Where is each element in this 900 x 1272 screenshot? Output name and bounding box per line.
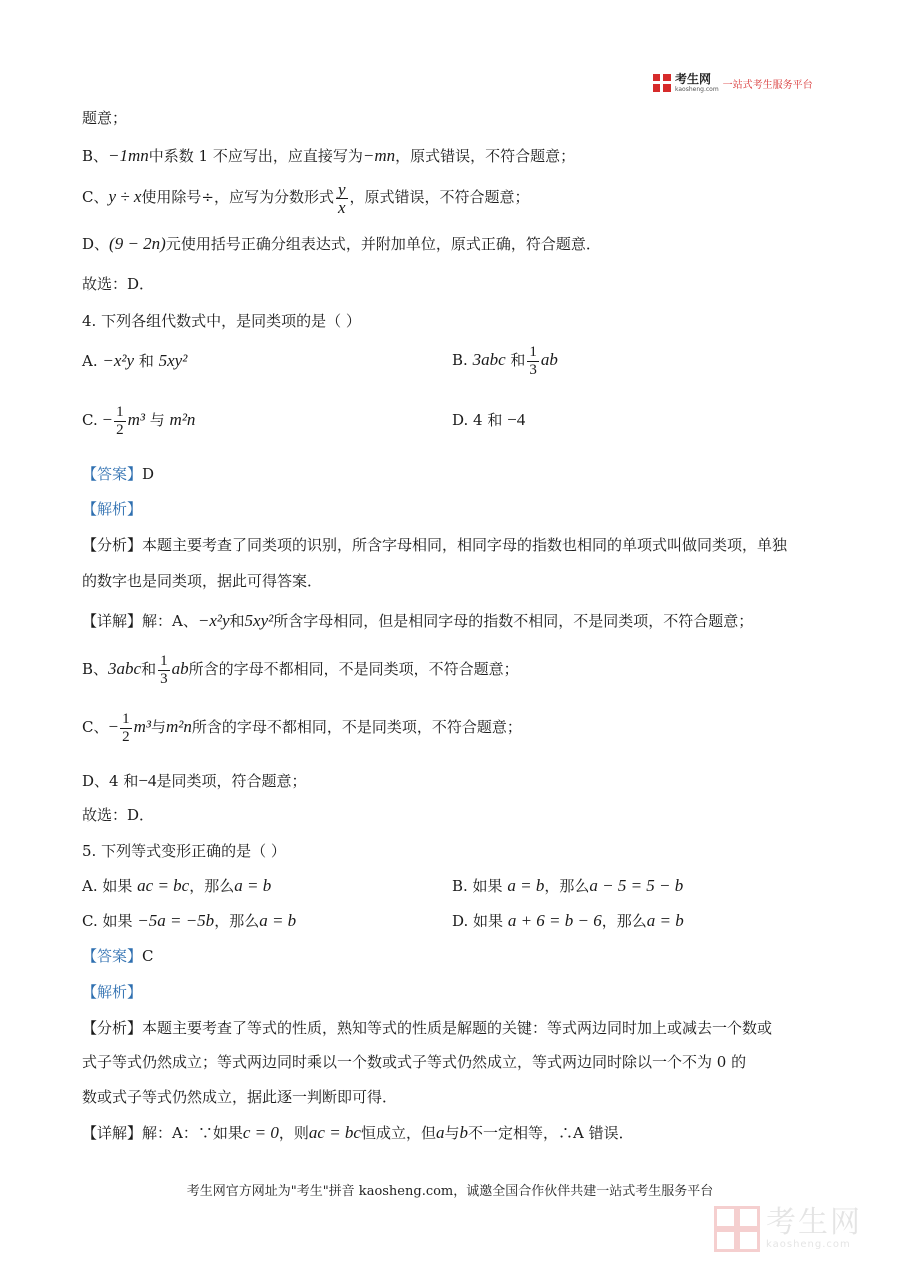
text: 数或式子等式仍然成立，据此逐一判断即可得． (82, 1088, 398, 1106)
xiangjie-tag: 【详解】 (82, 1124, 143, 1142)
analysis-tag: 【解析】 (82, 983, 143, 1001)
math-expr: ac = bc (308, 1123, 361, 1142)
text: D、4 和 (82, 772, 139, 790)
denominator: 3 (529, 361, 537, 378)
logo-brand-cn: 考生网 (675, 72, 712, 86)
fenxi-tag: 【分析】 (82, 536, 143, 554)
text: 所含字母相同，但是相同字母的指数不相同，不是同类项，不符合题意； (273, 612, 754, 630)
answer-tag: 【答案】 (82, 947, 143, 965)
text: 本题主要考查了等式的性质，熟知等式的性质是解题的关键：等式两边同时加上或减去一个数或 (142, 1019, 773, 1037)
answer-tag: 【答案】 (82, 465, 143, 483)
text: 解：A：∵如果 (142, 1124, 243, 1142)
label: A. (82, 352, 98, 370)
math-expr: 5xy² (244, 611, 274, 630)
text: 所含的字母不都相同，不是同类项，不符合题意； (188, 660, 519, 678)
label: D. (452, 411, 469, 429)
q4-xiangjie-d (82, 770, 840, 792)
math-expr: c = 0 (242, 1123, 279, 1142)
watermark-logo-icon (714, 1206, 760, 1252)
text: 本题主要考查了同类项的识别，所含字母相同，相同字母的指数也相同的单项式叫做同类项，单独 (142, 536, 788, 554)
text: 与 (150, 718, 166, 736)
label: B. 如果 (452, 877, 503, 895)
text: ，原式错误，不符合题意； (395, 147, 576, 165)
text: 和 (141, 660, 157, 678)
q4-fenxi-line2 (82, 570, 840, 592)
analysis-tag: 【解析】 (82, 500, 143, 518)
text: ，那么 (214, 912, 260, 930)
label: C、 (82, 188, 109, 206)
q3-text: 题意； (82, 109, 128, 127)
text: ，那么 (189, 877, 235, 895)
text: 解：A、 (142, 612, 198, 630)
math-var: a (435, 1123, 445, 1142)
q3-option-c-explain (82, 180, 840, 216)
math-expr: a = b (234, 876, 272, 895)
math-expr: 3abc (472, 350, 506, 369)
q5-answer (82, 945, 840, 967)
numerator: y (337, 179, 346, 199)
label: D、 (82, 235, 110, 253)
watermark-en: kaosheng.com (766, 1239, 851, 1250)
fenxi-tag: 【分析】 (82, 1019, 143, 1037)
math-expr: a = b (507, 876, 545, 895)
label: C、 (82, 718, 109, 736)
watermark (714, 1200, 884, 1258)
q3-option-d-explain (82, 233, 840, 255)
q4-choice (82, 804, 840, 826)
math-expr: 5xy² (158, 351, 188, 370)
label: D. 如果 (452, 912, 504, 930)
q5-fenxi-line2 (82, 1051, 840, 1073)
text: 和 (229, 612, 245, 630)
label: B. (452, 351, 468, 369)
question-text: 4. 下列各组代数式中，是同类项的是（ ） (82, 312, 361, 330)
fraction (527, 344, 539, 379)
text: 恒成立，但 (360, 1124, 436, 1142)
math-expr: −1mn (108, 146, 149, 165)
text: 和 (510, 351, 526, 369)
numerator: 1 (160, 652, 168, 669)
logo-slogan: 一站式考生服务平台 (722, 79, 813, 91)
watermark-text (766, 1207, 862, 1251)
answer-value: C (142, 947, 154, 965)
math-expr: a = b (259, 911, 297, 930)
text: 与 (149, 411, 165, 429)
q4-option-b (452, 342, 558, 379)
math-expr: ab (171, 659, 189, 678)
minus-sign: − (102, 410, 113, 429)
math-expr: m³ (127, 410, 145, 429)
text: 与 (444, 1124, 460, 1142)
label: B、 (82, 660, 109, 678)
q4-xiangjie-c (82, 709, 840, 746)
q5-fenxi-line1 (82, 1017, 840, 1039)
numerator: 1 (116, 403, 124, 420)
logo-text (675, 73, 719, 93)
answer-value: D (142, 465, 155, 483)
label: C. 如果 (82, 912, 133, 930)
page-footer: 考生网官方网址为"考生"拼音 kaosheng.com，诚邀全国合作伙伴共建一站式考生服务平台 (186, 1184, 714, 1199)
math-expr: ac = bc (137, 876, 190, 895)
minus-sign: − (108, 717, 119, 736)
q4-xiangjie-b (82, 651, 840, 688)
text: 和 (138, 352, 154, 370)
math-expr: m³ (133, 717, 151, 736)
q3-choice (82, 273, 840, 295)
text: 不一定相等，∴A 错误． (468, 1124, 634, 1142)
math-expr: ab (540, 350, 558, 369)
text: ，那么 (544, 877, 590, 895)
math-expr: −x²y (197, 611, 230, 630)
math-expr: m²n (165, 717, 192, 736)
q5-option-b (452, 875, 683, 897)
denominator: 2 (116, 421, 124, 438)
text: 中系数 1 不应写出，应直接写为 (148, 147, 363, 165)
fraction (336, 181, 348, 216)
xiangjie-tag: 【详解】 (82, 612, 143, 630)
denominator: x (337, 197, 346, 217)
q5-xiangjie-a (82, 1122, 840, 1144)
math-expr: m²n (169, 410, 196, 429)
q4-option-d (452, 409, 525, 431)
denominator: 2 (122, 728, 130, 745)
header-logo (653, 72, 813, 94)
q3-line-tiyi (82, 107, 840, 129)
text: 式子等式仍然成立；等式两边同时乘以一个数或式子等式仍然成立，等式两边同时除以一个不为 0 的 (82, 1053, 747, 1071)
label: A. 如果 (82, 877, 133, 895)
text: 元使用括号正确分组表达式，并附加单位，原式正确，符合题意． (165, 235, 601, 253)
math-var: b (459, 1123, 468, 1142)
text: ，原式错误，不符合题意； (349, 188, 530, 206)
math-expr: −4 (138, 771, 157, 790)
q4-stem (82, 310, 840, 332)
text: 是同类项，符合题意； (156, 772, 307, 790)
kaosheng-logo-icon (653, 74, 671, 92)
math-expr: (9 − 2n) (109, 234, 166, 253)
q4-fenxi-line1 (82, 534, 840, 556)
text: 使用除号÷，应写为分数形式 (141, 188, 334, 206)
math-expr: −x²y (102, 351, 135, 370)
denominator: 3 (160, 670, 168, 687)
numerator: 1 (122, 710, 130, 727)
text: 故选：D． (82, 806, 155, 824)
question-text: 5. 下列等式变形正确的是（ ） (82, 842, 286, 860)
watermark-cn: 考生网 (766, 1205, 862, 1240)
text: 故选：D． (82, 275, 155, 293)
math-expr: a = b (646, 911, 684, 930)
q4-answer (82, 463, 840, 485)
text: ，则 (278, 1124, 309, 1142)
fraction (114, 404, 126, 439)
q5-fenxi-line3 (82, 1086, 840, 1108)
q5-option-d (452, 910, 684, 932)
q5-stem (82, 840, 840, 862)
math-expr: y ÷ x (108, 187, 142, 206)
text: ，那么 (601, 912, 647, 930)
math-expr: 3abc (108, 659, 142, 678)
math-expr: −5a = −5b (137, 911, 215, 930)
numerator: 1 (529, 343, 537, 360)
math-expr: a + 6 = b − 6 (507, 911, 602, 930)
q4-analysis-tag (82, 498, 840, 520)
label: C. (82, 411, 98, 429)
q3-option-b-explain (82, 145, 840, 167)
fraction (158, 653, 170, 688)
fraction (120, 711, 132, 746)
math-expr: −mn (362, 146, 396, 165)
math-expr: a − 5 = 5 − b (589, 876, 684, 895)
math-expr: −4 (507, 410, 526, 429)
text: 所含的字母不都相同，不是同类项，不符合题意； (191, 718, 522, 736)
q5-analysis-tag (82, 981, 840, 1003)
q4-xiangjie-a (82, 610, 840, 632)
label: B、 (82, 147, 109, 165)
text: 的数字也是同类项，据此可得答案． (82, 572, 323, 590)
text: 4 和 (473, 411, 503, 429)
logo-brand-en: kaosheng.com (675, 86, 719, 93)
